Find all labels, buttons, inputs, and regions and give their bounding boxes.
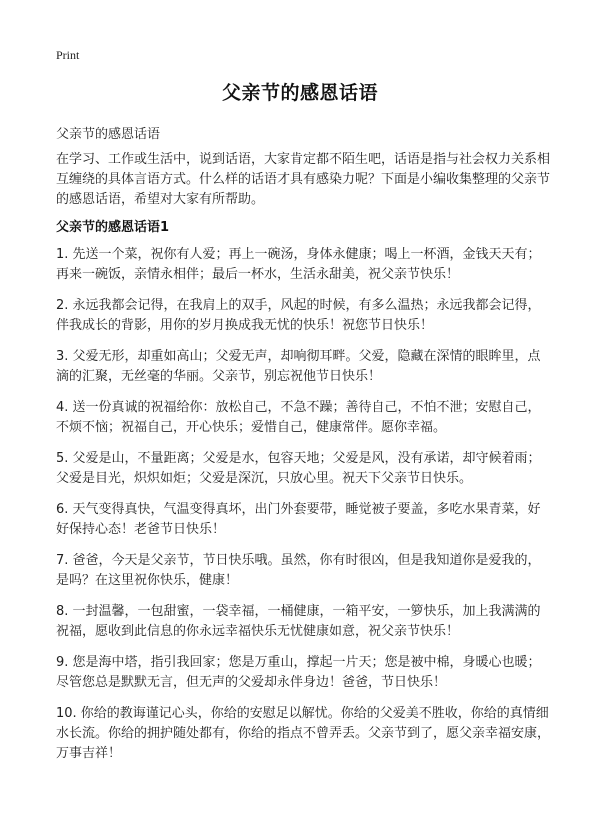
list-item: 3. 父爱无形，却重如高山；父爱无声，却响彻耳畔。父爱，隐藏在深情的眼眸里，点滴的汇聚，无丝毫的华丽。父亲节，别忘祝他节日快乐！ xyxy=(56,349,541,384)
list-item: 6. 天气变得真快，气温变得真坏，出门外套要带，睡觉被子要盖，多吃水果青菜，好好保持心态！老爸节日快乐！ xyxy=(56,502,541,537)
list-item: 5. 父爱是山，不量距离；父爱是水，包容天地；父爱是风，没有承诺，却守候着雨；父爱是目光，炽炽如炬；父爱是深沉，只放心里。祝天下父亲节日快乐。 xyxy=(56,451,541,486)
section-heading: 父亲节的感恩话语1 xyxy=(56,220,170,235)
list-item: 1. 先送一个菜，祝你有人爱；再上一碗汤，身体永健康；喝上一杯酒，金钱天天有；再来一碗饭，亲情永相伴；最后一杯水，生活永甜美，祝父亲节快乐！ xyxy=(56,247,541,282)
intro-paragraph: 在学习、工作或生活中，说到话语，大家肯定都不陌生吧，话语是指与社会权力关系相互缠绕的具体言语方式。什么样的话语才具有感染力呢？下面是小编收集整理的父亲节的感恩话语，希望对大家有所帮助。 xyxy=(56,152,551,207)
page-title: 父亲节的感恩话语 xyxy=(221,82,378,104)
print-link[interactable]: Print xyxy=(56,48,80,62)
greeting-list xyxy=(56,245,550,775)
list-item: 4. 送一份真诚的祝福给你：放松自己，不急不躁；善待自己，不怕不泄；安慰自己，不烦不恼；祝福自己，开心快乐；爱惜自己，健康常伴。愿你幸福。 xyxy=(56,400,541,435)
list-item: 7. 爸爸，今天是父亲节，节日快乐哦。虽然，你有时很凶，但是我知道你是爱我的，是吗？在这里祝你快乐，健康！ xyxy=(56,553,541,588)
page-subtitle: 父亲节的感恩话语 xyxy=(56,127,161,142)
list-item: 8. 一封温馨，一包甜蜜，一袋幸福，一桶健康，一箱平安，一箩快乐，加上我满满的祝福，愿收到此信息的你永远幸福快乐无忧健康如意，祝父亲节快乐！ xyxy=(56,604,541,639)
list-item: 9. 您是海中塔，指引我回家；您是万重山，撑起一片天；您是被中棉，身暖心也暖；尽管您总是默默无言，但无声的父爱却永伴身边！爸爸，节日快乐！ xyxy=(56,655,541,690)
list-item: 2. 永远我都会记得，在我肩上的双手，风起的时候，有多么温热；永远我都会记得，伴我成长的背影，用你的岁月换成我无忧的快乐！祝您节日快乐！ xyxy=(56,298,541,333)
list-item: 10. 你给的教诲谨记心头，你给的安慰足以解忧。你给的父爱美不胜收，你给的真情细水长流。你给的拥护随处都有，你给的指点不曾弄丢。父亲节到了，愿父亲幸福安康，万事吉祥！ xyxy=(56,706,551,761)
